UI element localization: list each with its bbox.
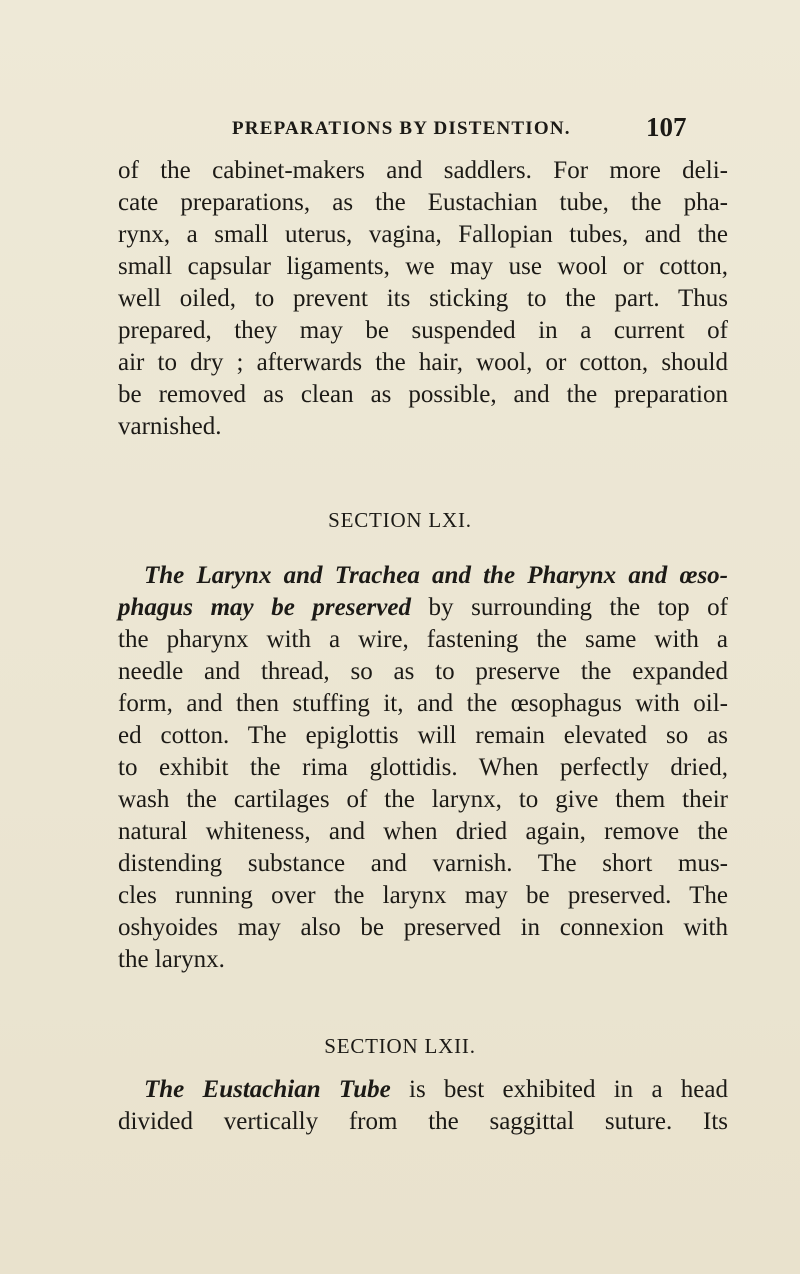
text-run: by surrounding the top of bbox=[410, 594, 729, 621]
italic-run: phagus may be preserved bbox=[118, 594, 411, 621]
text-line: wash the cartilages of the larynx, to give them their bbox=[118, 786, 728, 813]
text-line: natural whiteness, and when dried again, remove the bbox=[118, 818, 728, 845]
text-line bbox=[118, 592, 728, 624]
text-line: cles running over the larynx may be preserved. The bbox=[118, 882, 728, 909]
text-line: prepared, they may be suspended in a current of bbox=[118, 317, 728, 344]
text-line: distending substance and varnish. The short mus- bbox=[118, 850, 728, 877]
text-line: ed cotton. The epiglottis will remain elevated so as bbox=[118, 722, 728, 749]
page-number: 107 bbox=[646, 112, 687, 142]
text-line: to exhibit the rima glottidis. When perfectly dried, bbox=[118, 754, 728, 781]
text-line: small capsular ligaments, we may use wool or cotton, bbox=[118, 253, 728, 280]
text-line: of the cabinet-makers and saddlers. For more deli- bbox=[118, 157, 728, 184]
text-line-italic: The Larynx and Trachea and the Pharynx and œso- bbox=[144, 562, 728, 589]
text-line: air to dry ; afterwards the hair, wool, or cotton, should bbox=[118, 349, 728, 376]
text-line: the pharynx with a wire, fastening the same with a bbox=[118, 626, 728, 653]
text-line: cate preparations, as the Eustachian tube, the pha- bbox=[118, 189, 728, 216]
italic-run: The Eustachian Tube bbox=[144, 1076, 391, 1103]
text-line: be removed as clean as possible, and the preparation bbox=[118, 381, 728, 408]
running-title: PREPARATIONS BY DISTENTION. bbox=[232, 118, 571, 139]
text-line: divided vertically from the saggittal suture. Its bbox=[118, 1108, 728, 1135]
text-line: well oiled, to prevent its sticking to the part. Thus bbox=[118, 285, 728, 312]
section-heading-lxii: SECTION LXII. bbox=[324, 1034, 476, 1058]
text-line: oshyoides may also be preserved in connexion with bbox=[118, 914, 728, 941]
section-lxii-paragraph bbox=[118, 1074, 728, 1138]
text-line: rynx, a small uterus, vagina, Fallopian tubes, and the bbox=[118, 221, 728, 248]
section-lxi-paragraph bbox=[118, 560, 728, 976]
running-head bbox=[232, 112, 687, 152]
text-line: varnished. bbox=[118, 413, 222, 440]
section-heading-lxi: SECTION LXI. bbox=[328, 508, 472, 532]
text-line: the larynx. bbox=[118, 946, 225, 973]
text-line bbox=[118, 1074, 728, 1106]
text-line: needle and thread, so as to preserve the expanded bbox=[118, 658, 728, 685]
paragraph-continuation bbox=[118, 155, 728, 443]
text-run: is best exhibited in a head bbox=[390, 1076, 728, 1103]
text-line: form, and then stuffing it, and the œsophagus with oil- bbox=[118, 690, 728, 717]
